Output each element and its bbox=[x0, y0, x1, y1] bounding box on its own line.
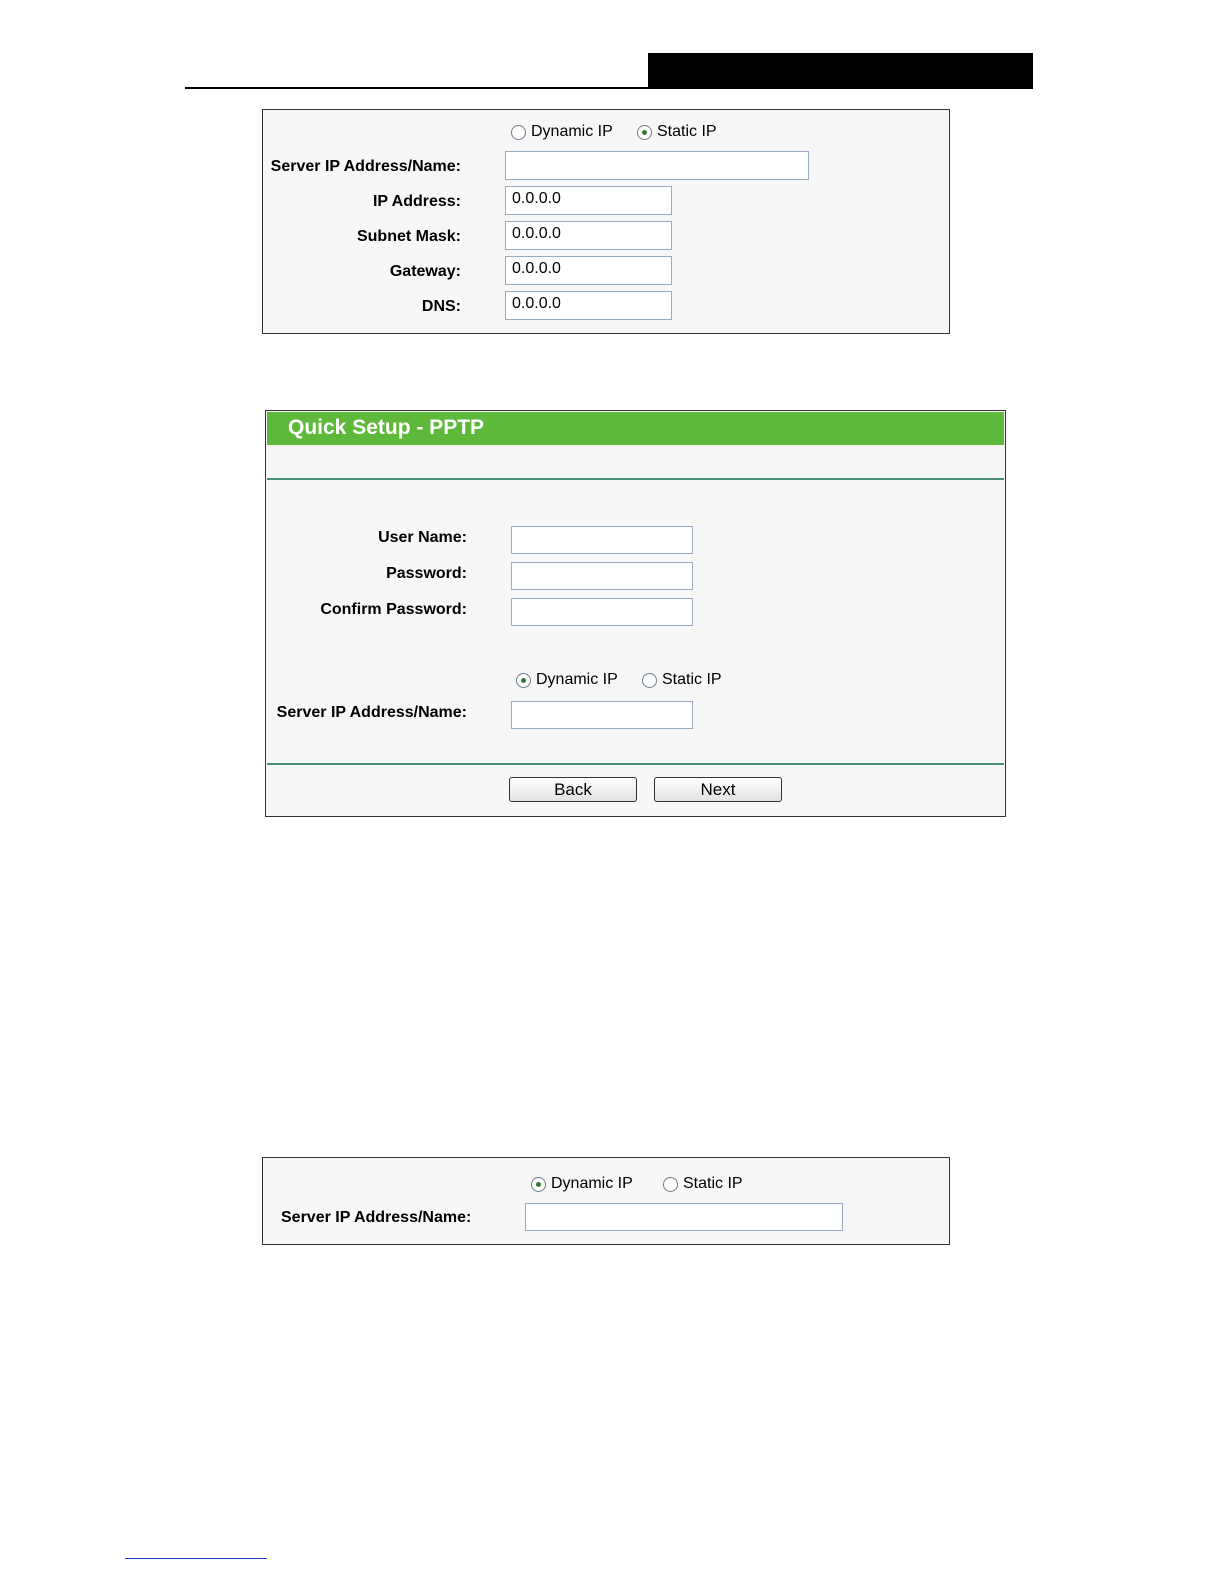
confirm-password-label: Confirm Password: bbox=[320, 601, 467, 618]
password-label: Password: bbox=[386, 565, 467, 582]
ip-address-label: IP Address: bbox=[372, 193, 461, 210]
radio-static-ip-label: Static IP bbox=[657, 123, 717, 140]
radio-dynamic-ip[interactable] bbox=[531, 1175, 633, 1193]
server-ip-input[interactable] bbox=[511, 701, 693, 729]
quick-setup-title-bar bbox=[267, 412, 1004, 445]
radio-dynamic-ip-label: Dynamic IP bbox=[531, 123, 613, 140]
quick-setup-title: Quick Setup - PPTP bbox=[288, 416, 485, 439]
radio-static-ip[interactable] bbox=[642, 671, 722, 689]
radio-dynamic-ip[interactable] bbox=[511, 123, 613, 141]
server-ip-label: Server IP Address/Name: bbox=[270, 158, 461, 175]
password-input[interactable] bbox=[511, 562, 693, 590]
subnet-mask-input[interactable]: 0.0.0.0 bbox=[505, 221, 672, 250]
user-name-input[interactable] bbox=[511, 526, 693, 554]
radio-static-ip[interactable] bbox=[663, 1175, 743, 1193]
gateway-input[interactable]: 0.0.0.0 bbox=[505, 256, 672, 285]
server-ip-input[interactable] bbox=[505, 151, 809, 180]
dynamic-ip-panel bbox=[262, 1157, 950, 1245]
server-ip-label: Server IP Address/Name: bbox=[281, 1209, 472, 1226]
gateway-label: Gateway: bbox=[389, 263, 461, 280]
static-ip-panel bbox=[262, 109, 950, 334]
page-header-rule bbox=[185, 87, 1033, 89]
radio-dynamic-ip-circle[interactable] bbox=[531, 1177, 546, 1192]
radio-dynamic-ip-label: Dynamic IP bbox=[536, 671, 618, 688]
subnet-mask-label: Subnet Mask: bbox=[356, 228, 461, 245]
back-button[interactable]: Back bbox=[509, 777, 637, 802]
radio-static-ip-label: Static IP bbox=[662, 671, 722, 688]
quick-setup-pptp-panel bbox=[265, 410, 1006, 817]
top-divider bbox=[267, 478, 1004, 480]
radio-dynamic-ip-label: Dynamic IP bbox=[551, 1175, 633, 1192]
server-ip-label: Server IP Address/Name: bbox=[276, 704, 467, 721]
server-ip-input[interactable] bbox=[525, 1203, 843, 1231]
bottom-divider bbox=[267, 763, 1004, 765]
next-button[interactable]: Next bbox=[654, 777, 782, 802]
confirm-password-input[interactable] bbox=[511, 598, 693, 626]
radio-static-ip-circle[interactable] bbox=[637, 125, 652, 140]
radio-static-ip-label: Static IP bbox=[683, 1175, 743, 1192]
footer-link-underline bbox=[125, 1558, 267, 1559]
dns-label: DNS: bbox=[421, 298, 461, 315]
radio-static-ip[interactable] bbox=[637, 123, 717, 141]
radio-dynamic-ip-circle[interactable] bbox=[516, 673, 531, 688]
user-name-label: User Name: bbox=[378, 529, 467, 546]
ip-address-input[interactable]: 0.0.0.0 bbox=[505, 186, 672, 215]
page-header-bar bbox=[648, 53, 1033, 89]
radio-static-ip-circle[interactable] bbox=[642, 673, 657, 688]
radio-static-ip-circle[interactable] bbox=[663, 1177, 678, 1192]
radio-dynamic-ip-circle[interactable] bbox=[511, 125, 526, 140]
radio-dynamic-ip[interactable] bbox=[516, 671, 618, 689]
dns-input[interactable]: 0.0.0.0 bbox=[505, 291, 672, 320]
